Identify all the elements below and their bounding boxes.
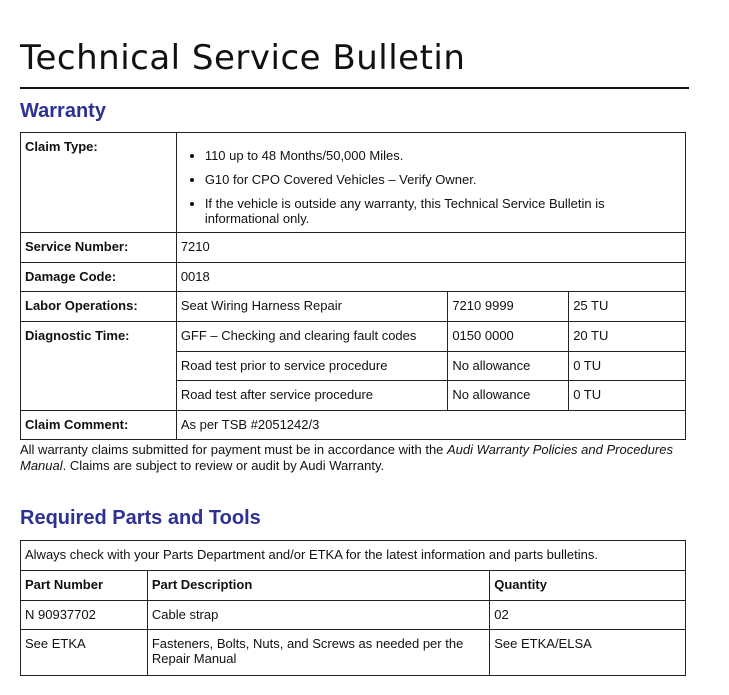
part-description: Cable strap — [147, 601, 489, 630]
part-description: Fasteners, Bolts, Nuts, and Screws as needed per the Repair Manual — [147, 630, 489, 676]
diagnostic-time: 0 TU — [569, 381, 686, 411]
claim-type-row — [21, 133, 686, 233]
column-header-part-number: Part Number — [21, 571, 148, 601]
parts-heading: Required Parts and Tools — [20, 507, 261, 529]
claim-type-label: Claim Type: — [21, 133, 177, 233]
column-header-quantity: Quantity — [490, 571, 686, 601]
part-number: N 90937702 — [21, 601, 148, 630]
diagnostic-time-label: Diagnostic Time: — [21, 322, 177, 411]
warranty-note — [20, 442, 700, 474]
warranty-note-text: . Claims are subject to review or audit by Audi Warranty. — [62, 458, 385, 473]
labor-code: 7210 9999 — [448, 292, 569, 322]
warranty-table — [20, 132, 686, 440]
parts-notice: Always check with your Parts Department and/or ETKA for the latest information and parts bulletins. — [21, 541, 686, 571]
diagnostic-code: No allowance — [448, 381, 569, 411]
claim-type-list — [181, 148, 681, 226]
title-divider — [20, 87, 689, 89]
claim-type-item: • If the vehicle is outside any warranty, this Technical Service Bulletin is informational only. — [205, 196, 681, 226]
parts-table — [20, 540, 686, 676]
page-title: Technical Service Bulletin — [20, 38, 466, 78]
damage-code-label: Damage Code: — [21, 263, 177, 292]
warranty-note-text: All warranty claims submitted for payment must be in accordance with the — [20, 442, 448, 457]
part-number: See ETKA — [21, 630, 148, 676]
claim-comment-label: Claim Comment: — [21, 411, 177, 440]
diagnostic-row — [21, 322, 686, 352]
claim-comment-row — [21, 411, 686, 440]
labor-operations-row — [21, 292, 686, 322]
table-row — [21, 601, 686, 630]
claim-type-item: • G10 for CPO Covered Vehicles – Verify Owner. — [205, 172, 681, 187]
diagnostic-code: 0150 0000 — [448, 322, 569, 352]
column-header-part-description: Part Description — [147, 571, 489, 601]
part-quantity: 02 — [490, 601, 686, 630]
warranty-manual-title: Audi Warranty Policies and Procedures Manual — [20, 442, 673, 473]
service-number-row — [21, 233, 686, 263]
diagnostic-time: 20 TU — [569, 322, 686, 352]
labor-operations-label: Labor Operations: — [21, 292, 177, 322]
claim-type-cell — [176, 133, 685, 233]
table-row — [21, 630, 686, 676]
diagnostic-description: Road test prior to service procedure — [176, 352, 448, 381]
claim-type-item: • 110 up to 48 Months/50,000 Miles. — [205, 148, 681, 163]
damage-code-row — [21, 263, 686, 292]
parts-header-row — [21, 571, 686, 601]
claim-comment-value: As per TSB #2051242/3 — [176, 411, 685, 440]
diagnostic-code: No allowance — [448, 352, 569, 381]
part-quantity: See ETKA/ELSA — [490, 630, 686, 676]
diagnostic-description: Road test after service procedure — [176, 381, 448, 411]
parts-notice-row — [21, 541, 686, 571]
labor-description: Seat Wiring Harness Repair — [176, 292, 448, 322]
diagnostic-description: GFF – Checking and clearing fault codes — [176, 322, 448, 352]
service-number-label: Service Number: — [21, 233, 177, 263]
diagnostic-time: 0 TU — [569, 352, 686, 381]
service-number-value: 7210 — [176, 233, 685, 263]
damage-code-value: 0018 — [176, 263, 685, 292]
warranty-heading: Warranty — [20, 100, 106, 122]
labor-time: 25 TU — [569, 292, 686, 322]
